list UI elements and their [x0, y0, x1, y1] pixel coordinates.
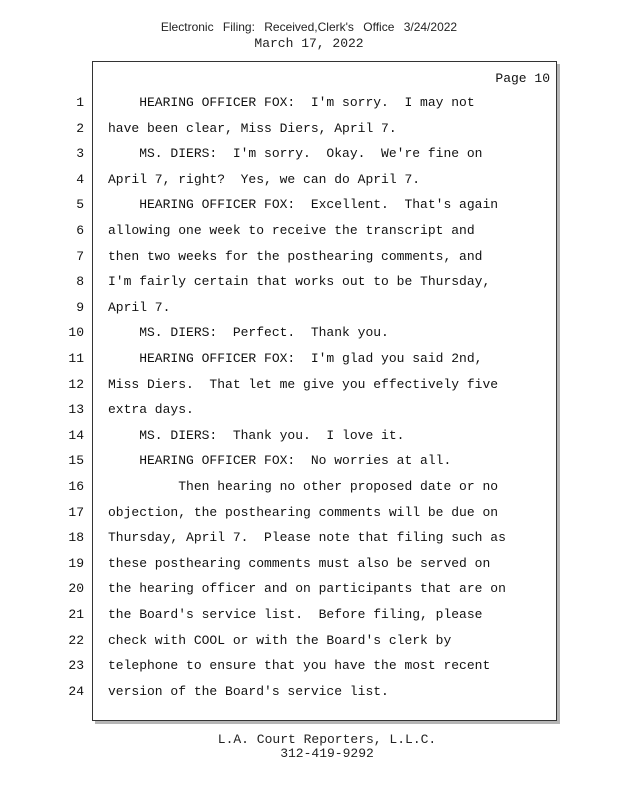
transcript-line: Miss Diers. That let me give you effectively five [108, 376, 499, 392]
transcript-line: HEARING OFFICER FOX: I'm sorry. I may not [108, 95, 475, 110]
line-number: 4 [76, 171, 84, 187]
transcript-line: then two weeks for the posthearing comments, and [108, 248, 483, 264]
transcript-line: check with COOL or with the Board's clerk by [108, 632, 452, 648]
line-number: 21 [68, 607, 84, 622]
reporter-company: L.A. Court Reporters, L.L.C. [217, 732, 437, 747]
transcript-line: Thursday, April 7. Please note that filing such as [108, 530, 506, 546]
transcript-line: have been clear, Miss Diers, April 7. [108, 120, 397, 136]
line-number: 20 [68, 581, 84, 597]
line-number: 1 [76, 95, 84, 110]
page-number: Page 10 [495, 71, 550, 86]
transcript-date: March 17, 2022 [254, 36, 364, 51]
reporter-footer [0, 733, 618, 761]
transcript-line: these posthearing comments must also be served on [108, 555, 491, 571]
line-number: 11 [68, 351, 84, 366]
transcript-line: MS. DIERS: Thank you. I love it. [108, 427, 405, 443]
reporter-phone: 312-419-9292 [280, 746, 374, 761]
line-number: 10 [68, 325, 84, 341]
line-number: 15 [68, 453, 84, 469]
transcript-line: the hearing officer and on participants that are on [108, 581, 506, 597]
line-number: 16 [68, 479, 84, 494]
line-number: 5 [76, 197, 84, 213]
transcript-line: MS. DIERS: I'm sorry. Okay. We're fine on [108, 146, 483, 162]
transcript-line: I'm fairly certain that works out to be Thursday, [108, 274, 491, 290]
line-number: 8 [76, 274, 84, 290]
transcript-line: objection, the posthearing comments will be due on [108, 504, 499, 520]
transcript-line: April 7, right? Yes, we can do April 7. [108, 171, 421, 187]
line-number: 3 [76, 146, 84, 162]
transcript-line: extra days. [108, 402, 194, 418]
line-number: 24 [68, 683, 84, 699]
line-number: 2 [76, 120, 84, 136]
transcript-line: version of the Board's service list. [108, 683, 389, 699]
transcript-line: HEARING OFFICER FOX: Excellent. That's again [108, 197, 499, 213]
transcript-line: Then hearing no other proposed date or no [108, 479, 499, 494]
filing-stamp: Electronic Filing: Received,Clerk's Office 3/24/2022 [160, 20, 458, 34]
line-number: 22 [68, 632, 84, 648]
line-number: 19 [68, 555, 84, 571]
transcript-line: the Board's service list. Before filing, please [108, 607, 483, 622]
transcript-line: allowing one week to receive the transcript and [108, 223, 475, 238]
line-number: 23 [68, 658, 84, 674]
line-number: 18 [68, 530, 84, 546]
transcript-line: MS. DIERS: Perfect. Thank you. [108, 325, 389, 341]
line-number: 12 [68, 376, 84, 392]
transcript-line: telephone to ensure that you have the most recent [108, 658, 491, 674]
line-number: 6 [76, 223, 84, 238]
transcript-line: April 7. [108, 299, 171, 315]
transcript-line: HEARING OFFICER FOX: No worries at all. [108, 453, 452, 469]
line-number: 7 [76, 248, 84, 264]
line-number: 9 [76, 299, 84, 315]
line-number: 17 [68, 504, 84, 520]
line-number: 14 [68, 427, 84, 443]
line-number: 13 [68, 402, 84, 418]
transcript-line: HEARING OFFICER FOX: I'm glad you said 2nd, [108, 351, 483, 366]
